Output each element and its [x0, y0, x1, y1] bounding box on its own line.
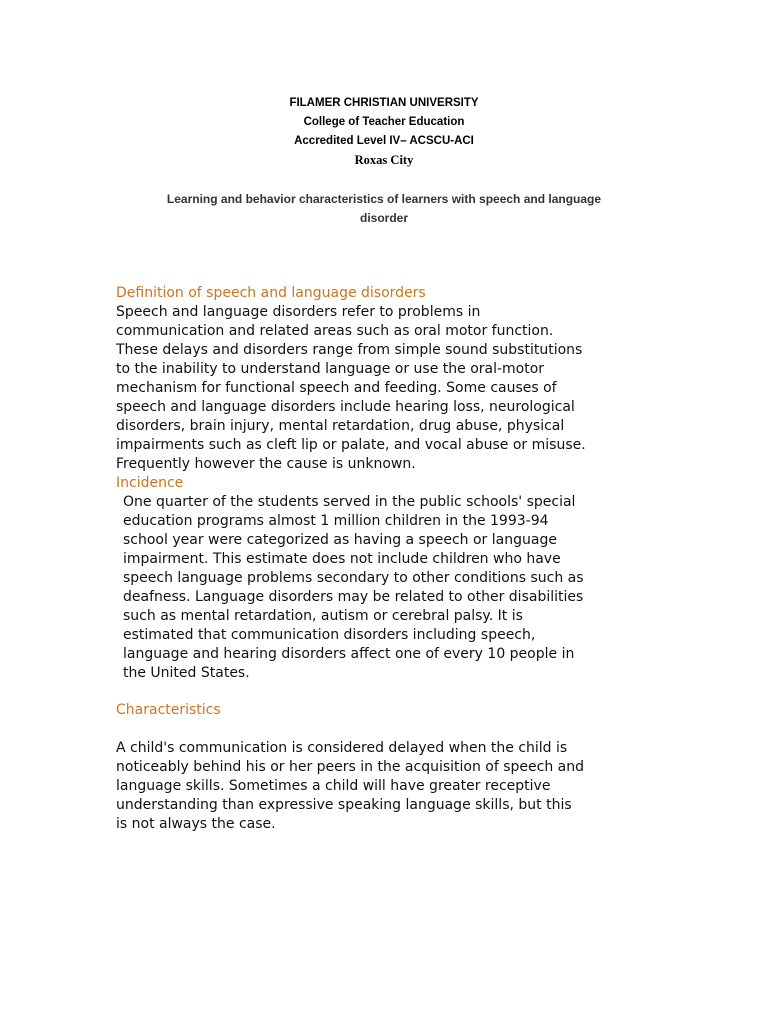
accreditation-line: Accredited Level IV– ACSCU-ACI — [294, 135, 474, 147]
incidence-heading: Incidence — [116, 475, 184, 491]
college-name: College of Teacher Education — [303, 116, 465, 128]
institution-header — [0, 94, 768, 170]
city-name: Roxas City — [354, 153, 414, 167]
definition-heading: Definition of speech and language disorders — [116, 285, 426, 301]
characteristics-heading: Characteristics — [116, 702, 221, 718]
characteristics-paragraph: A child's communication is considered delayed when the child is noticeably behind his or her peers in the acquisition of speech and language skills. Sometimes a child will have greater receptive understanding than expressive speaking language skills, but this is not always the case. — [116, 740, 585, 832]
document-title: Learning and behavior characteristics of learners with speech and language disorder — [166, 192, 602, 225]
definition-paragraph: Speech and language disorders refer to problems in communication and related areas such as oral motor function. These delays and disorders range from simple sound substitutions to the inability to understand language or use the oral-motor mechanism for functional speech and feeding. Some causes of speech and language disorders include hearing loss, neurological disorders, brain injury, mental retardation, drug abuse, physical impairments such as cleft lip or palate, and vocal abuse or misuse. Frequently however the cause is unknown. — [116, 304, 586, 472]
incidence-paragraph: One quarter of the students served in the public schools' special education programs almost 1 million children in the 1993-94 school year were categorized as having a speech or language impairment. This estimate does not include children who have speech language problems secondary to other conditions such as deafness. Language disorders may be related to other disabilities such as mental retardation, autism or cerebral palsy. It is estimated that communication disorders including speech, language and hearing disorders affect one of every 10 people in the United States. — [123, 494, 584, 681]
university-name: FILAMER CHRISTIAN UNIVERSITY — [289, 97, 479, 109]
